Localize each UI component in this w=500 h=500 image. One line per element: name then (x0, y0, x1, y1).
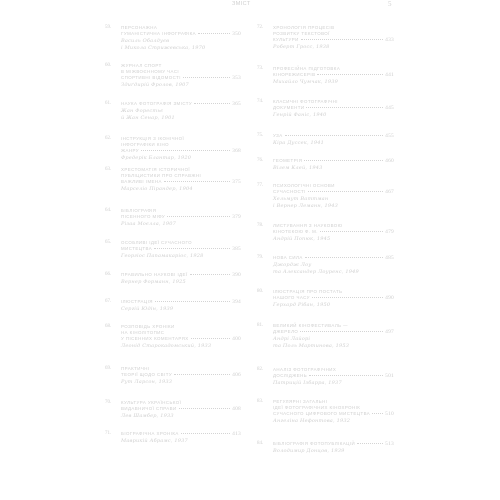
entry-title-line: ХРОНОЛОГІЯ ПРОЦЕСІВ (273, 25, 335, 30)
entry-page: 445 (385, 105, 394, 111)
entry-title (273, 255, 394, 261)
entry-author: Маврикій Абрамс, 1937 (121, 438, 188, 444)
entry-title-line: НОВА СИЛА (273, 255, 303, 260)
entry-title-line: КУЛЬТУРИ (273, 37, 299, 42)
entry-authors (121, 253, 241, 260)
entry-authors (273, 418, 394, 425)
entry-title-line: ПРАВИЛЬНО НАУКОВІ ІДЕЇ (121, 272, 188, 277)
entry-title-last-line (273, 37, 394, 43)
dot-leader (198, 33, 230, 34)
entry-title-line: ТЕОРІЇ ЩОДО СВІТУ (121, 372, 173, 377)
entry-title-line: КЛАСИЧНІ ФОТОГРАФІЧНІ (273, 99, 338, 104)
toc-entry[interactable] (105, 400, 241, 431)
page-header (0, 0, 500, 12)
entry-author: та Поль Мартинова, 1953 (273, 343, 350, 349)
entry-author: й Жан Сенар, 1901 (121, 115, 175, 121)
entry-page: 408 (232, 406, 241, 412)
entry-title-last-line (121, 272, 241, 278)
entry-title (121, 431, 241, 437)
entry-title-line: БІОГРАФІЧНА ХРОНІКА (121, 431, 179, 436)
entry-authors (121, 82, 241, 89)
dot-leader (320, 231, 383, 232)
toc-entry[interactable] (257, 399, 394, 441)
entry-title (121, 400, 241, 412)
entry-number: 78. (257, 223, 264, 228)
entry-title-line: У ПІСЕННИХ КОМЕНТАРЯХ (121, 336, 189, 341)
entry-page: 510 (385, 411, 394, 417)
entry-title-line: СУЧАСНОСТІ (273, 189, 306, 194)
entry-title-line: ВАЖЛИВІ ІМЕНА (121, 179, 162, 184)
entry-author: Кіра Дуссек, 1941 (273, 140, 325, 146)
entry-title-line: ЖУРНАЛ СПОРТ (121, 63, 162, 68)
entry-title (273, 399, 394, 417)
entry-authors (273, 165, 394, 172)
toc-entry[interactable] (257, 99, 394, 133)
entry-number: 64. (105, 208, 112, 213)
toc-entry[interactable] (257, 183, 394, 223)
entry-author: Георгіос Папамакаріос, 1928 (121, 253, 204, 259)
entry-author: Патрицій Ізбарра, 1937 (273, 380, 342, 386)
entry-title-last-line (273, 189, 394, 195)
entry-page: 501 (385, 373, 394, 379)
entry-title-last-line (121, 299, 241, 305)
entry-page: 455 (385, 133, 394, 139)
toc-entry[interactable] (105, 136, 241, 167)
entry-authors (273, 44, 394, 51)
entry-authors (121, 306, 241, 313)
toc-entry[interactable] (257, 25, 394, 66)
toc-entry[interactable] (105, 366, 241, 400)
entry-title-last-line (273, 373, 394, 379)
dot-leader (164, 181, 230, 182)
entry-authors (273, 79, 394, 86)
entry-number: 65. (105, 240, 112, 245)
entry-title-line: АНАЛІЗ ФОТОГРАФІЧНИХ (273, 367, 337, 372)
entry-authors (121, 155, 241, 162)
toc-entry[interactable] (257, 255, 394, 289)
entry-author: Лев Шамбер, 1933 (121, 413, 174, 419)
entry-title (273, 223, 394, 235)
toc-entry[interactable] (257, 441, 394, 461)
entry-title-last-line (273, 72, 394, 78)
entry-page: 375 (232, 179, 241, 185)
entry-page: 433 (385, 37, 394, 43)
entry-title-last-line (121, 75, 241, 81)
entry-title-line: ВЕЛИКИЙ КІНОФЕСТИВАЛЬ — (273, 323, 349, 328)
entry-title-line: РОЗВИТКУ ТЕКСТОВОЇ (273, 31, 330, 36)
dot-leader (300, 331, 383, 332)
entry-title (273, 99, 394, 111)
entry-page: 353 (232, 75, 241, 81)
entry-authors (273, 448, 394, 455)
entry-title (121, 324, 241, 342)
entry-authors (273, 336, 394, 350)
entry-number: 84. (257, 441, 264, 446)
entry-title-line: ПУБЛІЦИСТИКИ ПРО СПРАВЖНІ (121, 173, 202, 178)
entry-author: Володимир Донцов, 1939 (273, 448, 345, 454)
entry-title-line: ВИДАВНИЧОЇ СПРАВИ (121, 406, 177, 411)
entry-title-line: БІБЛІОГРАФІЯ ФОТОПУБЛІКАЦІЙ (273, 441, 356, 446)
entry-title (121, 167, 241, 185)
entry-number: 70. (105, 400, 112, 405)
entry-title (273, 367, 394, 379)
entry-number: 66. (105, 272, 112, 277)
entry-title-line: ДОСЛІДЖЕНЬ (273, 373, 308, 378)
entry-page: 485 (385, 255, 394, 261)
entry-author: і Вернер Леманн, 1943 (273, 203, 339, 209)
entry-number: 79. (257, 255, 264, 260)
entry-author: Вернер Форманн, 1925 (121, 279, 186, 285)
entry-title-line: РЕГУЛЯРНІ ЗАГАЛЬНІ (273, 399, 328, 404)
entry-title-line: ДОКУМЕНТИ (273, 105, 305, 110)
entry-title (121, 299, 241, 305)
entry-number: 69. (105, 366, 112, 371)
dot-leader (304, 160, 383, 161)
toc-entry[interactable] (257, 158, 394, 183)
entry-author: та Александер Лоуренс, 1949 (273, 269, 359, 275)
dot-leader (155, 301, 230, 302)
entry-authors (121, 221, 241, 228)
entry-authors (121, 413, 241, 420)
entry-title (273, 441, 394, 447)
entry-number: 77. (257, 183, 264, 188)
toc-entry[interactable] (105, 101, 241, 136)
entry-author: Джордж Лоу (273, 262, 312, 268)
entry-title (273, 66, 394, 78)
entry-page: 350 (232, 31, 241, 37)
entry-title (273, 25, 394, 43)
dot-leader (179, 408, 230, 409)
entry-authors (273, 302, 394, 309)
entry-title-last-line (273, 133, 394, 139)
entry-title-line: ІДЕЇ ФОТОГРАФІЧНИХ КІНОХРОНІК (273, 405, 361, 410)
entry-title-line: НАШОГО ЧАСУ (273, 295, 310, 300)
entry-page: 394 (232, 299, 241, 305)
toc-entry[interactable] (105, 272, 241, 299)
toc-entry[interactable] (257, 223, 394, 255)
entry-title-last-line (121, 179, 241, 185)
entry-number: 82. (257, 367, 264, 372)
entry-title (121, 136, 241, 154)
entry-number: 62. (105, 136, 112, 141)
entry-number: 61. (105, 101, 112, 106)
entry-authors (273, 196, 394, 210)
entry-author: Андрі Лайорі (273, 336, 311, 342)
entry-author: і Микола Стрижевська, 1970 (121, 45, 206, 51)
entry-title-line: ГУМАНІСТИЧНА ІНФОГРАФІКА (121, 31, 197, 36)
entry-number: 67. (105, 299, 112, 304)
entry-author: Василь Обалдуєв (121, 38, 170, 44)
entry-title-last-line (121, 101, 241, 107)
entry-title (273, 158, 394, 164)
entry-title-line: ЖАНРУ (121, 148, 140, 153)
entry-author: Ангеліна Нефонтова, 1932 (273, 418, 351, 424)
entry-authors (273, 112, 394, 119)
entry-authors (273, 236, 394, 243)
dot-leader (191, 338, 230, 339)
entry-page: 513 (385, 441, 394, 447)
entry-authors (121, 438, 241, 445)
toc-entry[interactable] (105, 167, 241, 208)
entry-author: Роберт Гросс, 1938 (273, 44, 330, 50)
entry-authors (121, 279, 241, 286)
entry-number: 75. (257, 133, 264, 138)
dot-leader (309, 375, 383, 376)
entry-page: 400 (232, 336, 241, 342)
entry-title-line: МИСТЕЦТВА (121, 246, 153, 251)
entry-author: Михайло Чумчак, 1939 (273, 79, 339, 85)
toc-entry[interactable] (257, 323, 394, 367)
entry-authors (121, 38, 241, 52)
entry-page: 479 (385, 229, 394, 235)
entry-authors (273, 140, 394, 147)
entry-title-line: РОЗПОВІДЬ ХРОНІКИ (121, 324, 175, 329)
entry-title (273, 133, 394, 139)
entry-title-last-line (121, 148, 241, 154)
entry-page: 390 (232, 272, 241, 278)
dot-leader (301, 39, 383, 40)
entry-title-line: БІБЛІОГРАФІЯ (121, 208, 157, 213)
entry-page: 497 (385, 329, 394, 335)
entry-title-line: ІНФОГРАФІКИ КІНО (121, 142, 169, 147)
entry-author: Хельмут Ваттман (273, 196, 329, 202)
entry-title (121, 272, 241, 278)
entry-title-line: ІЛЮСТРАЦІЯ ПРО ПОСТАТЬ (273, 289, 343, 294)
entry-number: 68. (105, 324, 112, 329)
entry-title-line: ПРАКТИЧНІ (121, 366, 150, 371)
entry-authors (121, 108, 241, 122)
entry-number: 72. (257, 25, 264, 30)
entry-page: 365 (232, 101, 241, 107)
toc-entry[interactable] (105, 25, 241, 63)
entry-author: Рут Ларсон, 1933 (121, 379, 173, 385)
toc-entry[interactable] (105, 240, 241, 272)
entry-title-line: КУЛЬТУРА УКРАЇНСЬКОЇ (121, 400, 182, 405)
entry-title (273, 323, 394, 335)
entry-author: Сергій Юдін, 1939 (121, 306, 174, 312)
entry-number: 74. (257, 99, 264, 104)
entry-title-last-line (273, 158, 394, 164)
entry-page: 406 (232, 372, 241, 378)
dot-leader (312, 297, 383, 298)
entry-title-last-line (273, 105, 394, 111)
toc-entry[interactable] (257, 367, 394, 399)
entry-author: Генрій Фаніс, 1940 (273, 112, 327, 118)
entry-title-line: ПСИХОЛОГІЧНІ ОСНОВИ (273, 183, 335, 188)
entry-number: 59. (105, 25, 112, 30)
dot-leader (194, 103, 230, 104)
entry-page: 368 (232, 148, 241, 154)
entry-title-line: ПРОФЕСІЙНА ПІДГОТОВКА (273, 66, 341, 71)
entry-title-last-line (121, 406, 241, 412)
entry-page: 460 (385, 158, 394, 164)
entry-title-line: ГЕОМЕТРІЯ (273, 158, 303, 163)
entry-authors (121, 343, 241, 350)
entry-number: 71. (105, 431, 112, 436)
entry-title-line: ДЖЕРЕЛО (273, 329, 299, 334)
entry-title-line: ЛИСТУВАННЯ З НАУКОВОЮ (273, 223, 343, 228)
toc-entry[interactable] (105, 63, 241, 101)
dot-leader (308, 191, 383, 192)
entry-title-line: НА КІНОЛІТОПИС (121, 330, 165, 335)
entry-title (121, 63, 241, 81)
entry-page: 385 (232, 246, 241, 252)
entry-title-line: НАУКА ФОТОГРАФІЯ ЗМІСТУ (121, 101, 193, 106)
entry-number: 80. (257, 289, 264, 294)
entry-number: 60. (105, 63, 112, 68)
entry-title-line: ХРЕСТОМАТІЯ ІСТОРИЧНОЇ (121, 167, 191, 172)
dot-leader (305, 257, 383, 258)
entry-title-last-line (121, 31, 241, 37)
entry-title (121, 25, 241, 37)
entry-title-line: ОСОБЛИВІ ІДЕЇ СУЧАСНОГО (121, 240, 192, 245)
dot-leader (317, 74, 383, 75)
entry-number: 81. (257, 323, 264, 328)
toc-entry[interactable] (105, 299, 241, 324)
entry-title-last-line (273, 441, 394, 447)
entry-number: 83. (257, 399, 264, 404)
entry-title-line: КІНОТЕКОЮ Ф. М. (273, 229, 318, 234)
entry-authors (273, 262, 394, 276)
entry-number: 63. (105, 167, 112, 172)
running-head: ЗМІСТ (232, 1, 251, 7)
toc-entry[interactable] (105, 431, 241, 451)
entry-title-line: КІНОРЕЖИСЕРІВ (273, 72, 316, 77)
toc-entry[interactable] (257, 289, 394, 323)
dot-leader (372, 413, 383, 414)
page-number: 5 (388, 0, 392, 8)
entry-author: Жан Форестьє (121, 108, 164, 114)
entry-title-line: ПІСЕННОГО МІФУ (121, 214, 166, 219)
entry-author: Марселіо Пірандер, 1904 (121, 186, 193, 192)
entry-authors (121, 186, 241, 193)
entry-title-line: В МІЖВОЄННОМУ ЧАСІ (121, 69, 180, 74)
entry-number: 73. (257, 66, 264, 71)
entry-authors (273, 380, 394, 387)
entry-title-last-line (273, 255, 394, 261)
entry-title-last-line (121, 214, 241, 220)
dot-leader (285, 135, 384, 136)
entry-page: 379 (232, 214, 241, 220)
dot-leader (183, 77, 230, 78)
entry-title-last-line (121, 246, 241, 252)
entry-title-line: ІНСТРУКЦІЯ З ІКОНІЧНОЇ (121, 136, 185, 141)
entry-author: Андрій Попюк, 1945 (273, 236, 331, 242)
toc-entry[interactable] (257, 133, 394, 158)
entry-title-last-line (121, 372, 241, 378)
entry-author: Здиґдирій Фролов, 1907 (121, 82, 189, 88)
dot-leader (357, 443, 383, 444)
dot-leader (141, 150, 230, 151)
entry-author: Вілем Клей, 1943 (273, 165, 323, 171)
toc-entry[interactable] (257, 66, 394, 99)
toc-left-column (105, 25, 241, 451)
dot-leader (154, 248, 230, 249)
dot-leader (306, 107, 383, 108)
entry-author: Ґерхард Рібан, 1950 (273, 302, 331, 308)
entry-title (121, 366, 241, 378)
entry-page: 467 (385, 189, 394, 195)
entry-page: 441 (385, 72, 394, 78)
entry-page: 413 (232, 431, 241, 437)
entry-number: 76. (257, 158, 264, 163)
toc-right-column (257, 25, 394, 461)
entry-page: 490 (385, 295, 394, 301)
dot-leader (167, 216, 230, 217)
entry-author: Фредерік Блантар, 1920 (121, 155, 192, 161)
toc-entry[interactable] (105, 208, 241, 240)
entry-title-last-line (121, 336, 241, 342)
entry-title-line: ПЕРСОНАЖНА (121, 25, 158, 30)
entry-title-line: СПОРТИВНІ ВІДОМОСТІ (121, 75, 181, 80)
entry-title (273, 289, 394, 301)
toc-entry[interactable] (105, 324, 241, 366)
dot-leader (174, 374, 230, 375)
entry-title (273, 183, 394, 195)
dot-leader (190, 274, 231, 275)
entry-author: Різаа Моєлла, 1907 (121, 221, 177, 227)
entry-title (121, 208, 241, 220)
entry-title-last-line (273, 329, 394, 335)
entry-title (121, 101, 241, 107)
entry-author: Леонід Старокадомський, 1933 (121, 343, 212, 349)
entry-title-last-line (273, 229, 394, 235)
entry-authors (121, 379, 241, 386)
entry-title-line: ІЛЮСТРАЦІЯ (121, 299, 153, 304)
entry-title-last-line (273, 295, 394, 301)
entry-title-last-line (273, 411, 394, 417)
entry-title-last-line (121, 431, 241, 437)
dot-leader (181, 433, 230, 434)
entry-title (121, 240, 241, 252)
entry-title-line: СУЧАСНОГО ЦИФРОВОГО МИСТЕЦТВА (273, 411, 371, 416)
entry-title-line: УЗА (273, 133, 283, 138)
